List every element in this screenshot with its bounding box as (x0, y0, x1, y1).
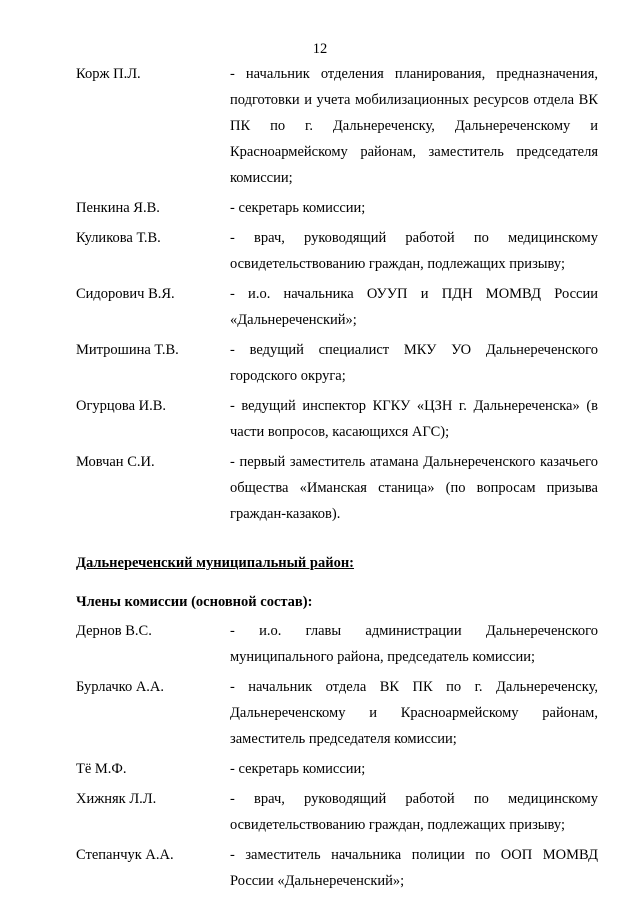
member-role: - заместитель начальника полиции по ООП МОМВД России «Дальнереченский»; (230, 847, 598, 889)
member-role: - врач, руководящий работой по медицинскому освидетельствованию граждан, подлежащих призыву; (230, 230, 598, 272)
member-entry (76, 842, 598, 894)
members-group-1 (76, 61, 598, 527)
member-name: Бурлачко А.А. (76, 679, 165, 695)
member-entry (76, 195, 598, 221)
section-title: Дальнереченский муниципальный район: (76, 555, 355, 571)
commission-list (76, 61, 598, 894)
member-name: Митрошина Т.В. (76, 342, 179, 358)
member-role: - начальник отделения планирования, предназначения, подготовки и учета мобилизационных ресурсов отдела ВК ПК по г. Дальнереченску, Дальнереченскому и Красноармейскому районам, заместитель председателя комиссии; (230, 66, 598, 186)
member-name: Степанчук А.А. (76, 847, 174, 863)
member-name: Корж П.Л. (76, 66, 141, 82)
member-role: - первый заместитель атамана Дальнереченского казачьего общества «Иманская станица» (по вопросам призыва граждан-казаков). (230, 454, 598, 522)
member-role: - начальник отдела ВК ПК по г. Дальнереченску, Дальнереченскому и Красноармейскому районам, заместитель председателя комиссии; (230, 679, 598, 747)
member-role: - секретарь комиссии; (230, 200, 366, 216)
member-entry (76, 61, 598, 191)
member-role: - ведущий инспектор КГКУ «ЦЗН г. Дальнереченска» (в части вопросов, касающихся АГС); (230, 398, 598, 440)
member-entry (76, 618, 598, 670)
member-entry (76, 786, 598, 838)
member-name: Огурцова И.В. (76, 398, 167, 414)
member-role: - секретарь комиссии; (230, 761, 366, 777)
member-entry (76, 393, 598, 445)
member-name: Куликова Т.В. (76, 230, 161, 246)
member-name: Пенкина Я.В. (76, 200, 160, 216)
member-entry (76, 337, 598, 389)
member-name: Мовчан С.И. (76, 454, 155, 470)
member-role: - и.о. главы администрации Дальнереченского муниципального района, председатель комиссии; (230, 623, 598, 665)
members-group-2 (76, 618, 598, 894)
member-entry (76, 225, 598, 277)
member-role: - врач, руководящий работой по медицинскому освидетельствованию граждан, подлежащих призыву; (230, 791, 598, 833)
member-entry (76, 674, 598, 752)
subsection-title: Члены комиссии (основной состав): (76, 594, 313, 610)
member-name: Тё М.Ф. (76, 761, 127, 777)
member-name: Дернов В.С. (76, 623, 152, 639)
member-name: Сидорович В.Я. (76, 286, 175, 302)
member-role: - и.о. начальника ОУУП и ПДН МОМВД России «Дальнереченский»; (230, 286, 598, 328)
member-role: - ведущий специалист МКУ УО Дальнереченского городского округа; (230, 342, 598, 384)
member-entry (76, 756, 598, 782)
member-name: Хижняк Л.Л. (76, 791, 157, 807)
member-entry (76, 449, 598, 527)
page-number: 12 (312, 41, 328, 57)
member-entry (76, 281, 598, 333)
